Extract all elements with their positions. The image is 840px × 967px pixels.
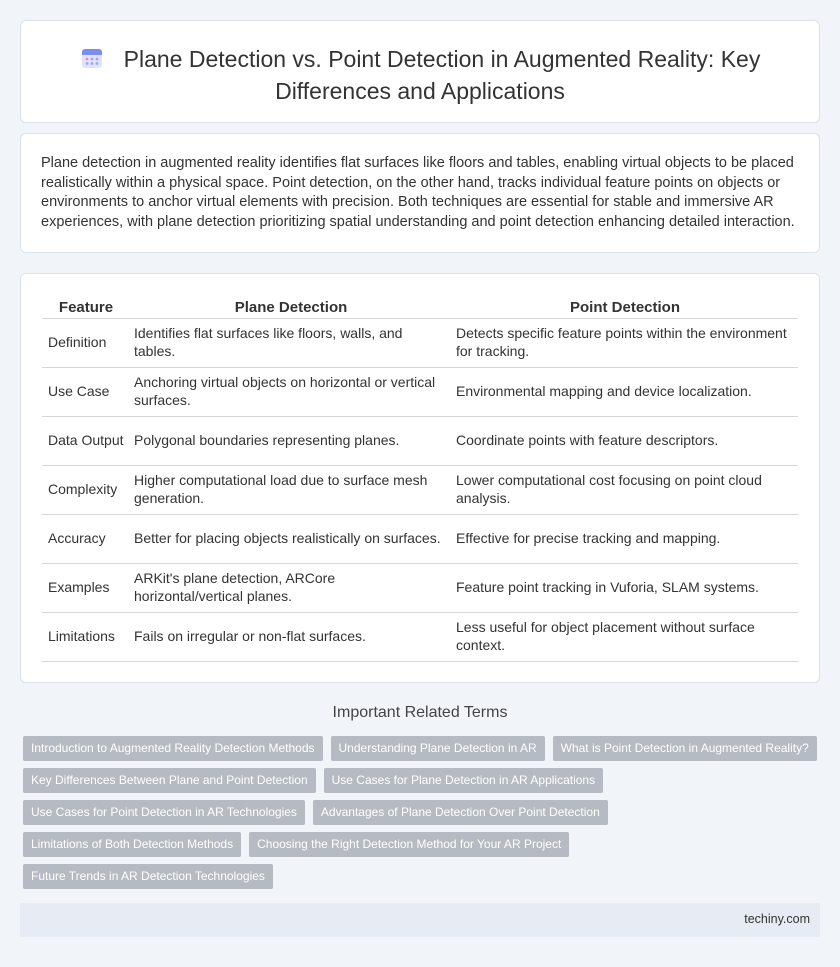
table-row [42,514,798,563]
related-term-link[interactable]: Choosing the Right Detection Method for Your AR Project [249,832,569,857]
related-terms-list [23,736,823,896]
table-header-row [42,296,798,318]
plane-cell: Polygonal boundaries representing planes. [130,416,452,465]
point-cell: Less useful for object placement without surface context. [452,612,798,661]
table-row [42,367,798,416]
page-title: Plane Detection vs. Point Detection in Augmented Reality: Key Differences and Applications [123,46,761,104]
point-cell: Coordinate points with feature descriptors. [452,416,798,465]
point-cell: Effective for precise tracking and mapping. [452,514,798,563]
related-term-link[interactable]: Key Differences Between Plane and Point Detection [23,768,316,793]
related-term-link[interactable]: Limitations of Both Detection Methods [23,832,241,857]
tag-row [23,864,823,896]
feature-cell: Limitations [42,612,130,661]
header-point-detection: Point Detection [452,296,798,318]
table-row [42,612,798,661]
tag-row [23,832,823,864]
feature-cell: Definition [42,318,130,367]
calendar-icon [80,46,104,70]
point-cell: Environmental mapping and device localization. [452,367,798,416]
feature-cell: Use Case [42,367,130,416]
point-cell: Detects specific feature points within the environment for tracking. [452,318,798,367]
page-title-wrapper [21,43,819,107]
table-row [42,416,798,465]
intro-paragraph: Plane detection in augmented reality identifies flat surfaces like floors and tables, enabling virtual objects to be placed realistically within a physical space. Point detection, on the other hand, tracks individual feature points on objects or environments to anchor virtual elements with precision. Both techniques are essential for stable and immersive AR experiences, with plane detection prioritizing spatial understanding and point detection enhancing detailed interaction. [41,155,795,230]
feature-cell: Examples [42,563,130,612]
footer-site-name: techiny.com [744,912,810,926]
tag-row [23,736,823,768]
plane-cell: ARKit's plane detection, ARCore horizontal/vertical planes. [130,563,452,612]
related-term-link[interactable]: What is Point Detection in Augmented Reality? [553,736,817,761]
related-term-link[interactable]: Introduction to Augmented Reality Detection Methods [23,736,323,761]
header-plane-detection: Plane Detection [130,296,452,318]
related-term-link[interactable]: Future Trends in AR Detection Technologies [23,864,273,889]
intro-card [20,133,820,253]
related-terms-heading: Important Related Terms [332,704,508,721]
related-term-link[interactable]: Advantages of Plane Detection Over Point Detection [313,800,608,825]
related-term-link[interactable]: Use Cases for Point Detection in AR Technologies [23,800,305,825]
table-row [42,318,798,367]
plane-cell: Higher computational load due to surface mesh generation. [130,465,452,514]
point-cell: Lower computational cost focusing on point cloud analysis. [452,465,798,514]
tag-row [23,768,823,800]
comparison-table [42,296,798,662]
comparison-card [20,273,820,683]
point-cell: Feature point tracking in Vuforia, SLAM systems. [452,563,798,612]
title-card [20,20,820,123]
table-row [42,465,798,514]
related-term-link[interactable]: Use Cases for Plane Detection in AR Applications [324,768,603,793]
feature-cell: Complexity [42,465,130,514]
table-row [42,563,798,612]
header-feature: Feature [42,296,130,318]
plane-cell: Fails on irregular or non-flat surfaces. [130,612,452,661]
tag-row [23,800,823,832]
feature-cell: Accuracy [42,514,130,563]
footer [20,903,820,937]
plane-cell: Identifies flat surfaces like floors, walls, and tables. [130,318,452,367]
feature-cell: Data Output [42,416,130,465]
plane-cell: Better for placing objects realistically on surfaces. [130,514,452,563]
plane-cell: Anchoring virtual objects on horizontal or vertical surfaces. [130,367,452,416]
related-term-link[interactable]: Understanding Plane Detection in AR [331,736,545,761]
